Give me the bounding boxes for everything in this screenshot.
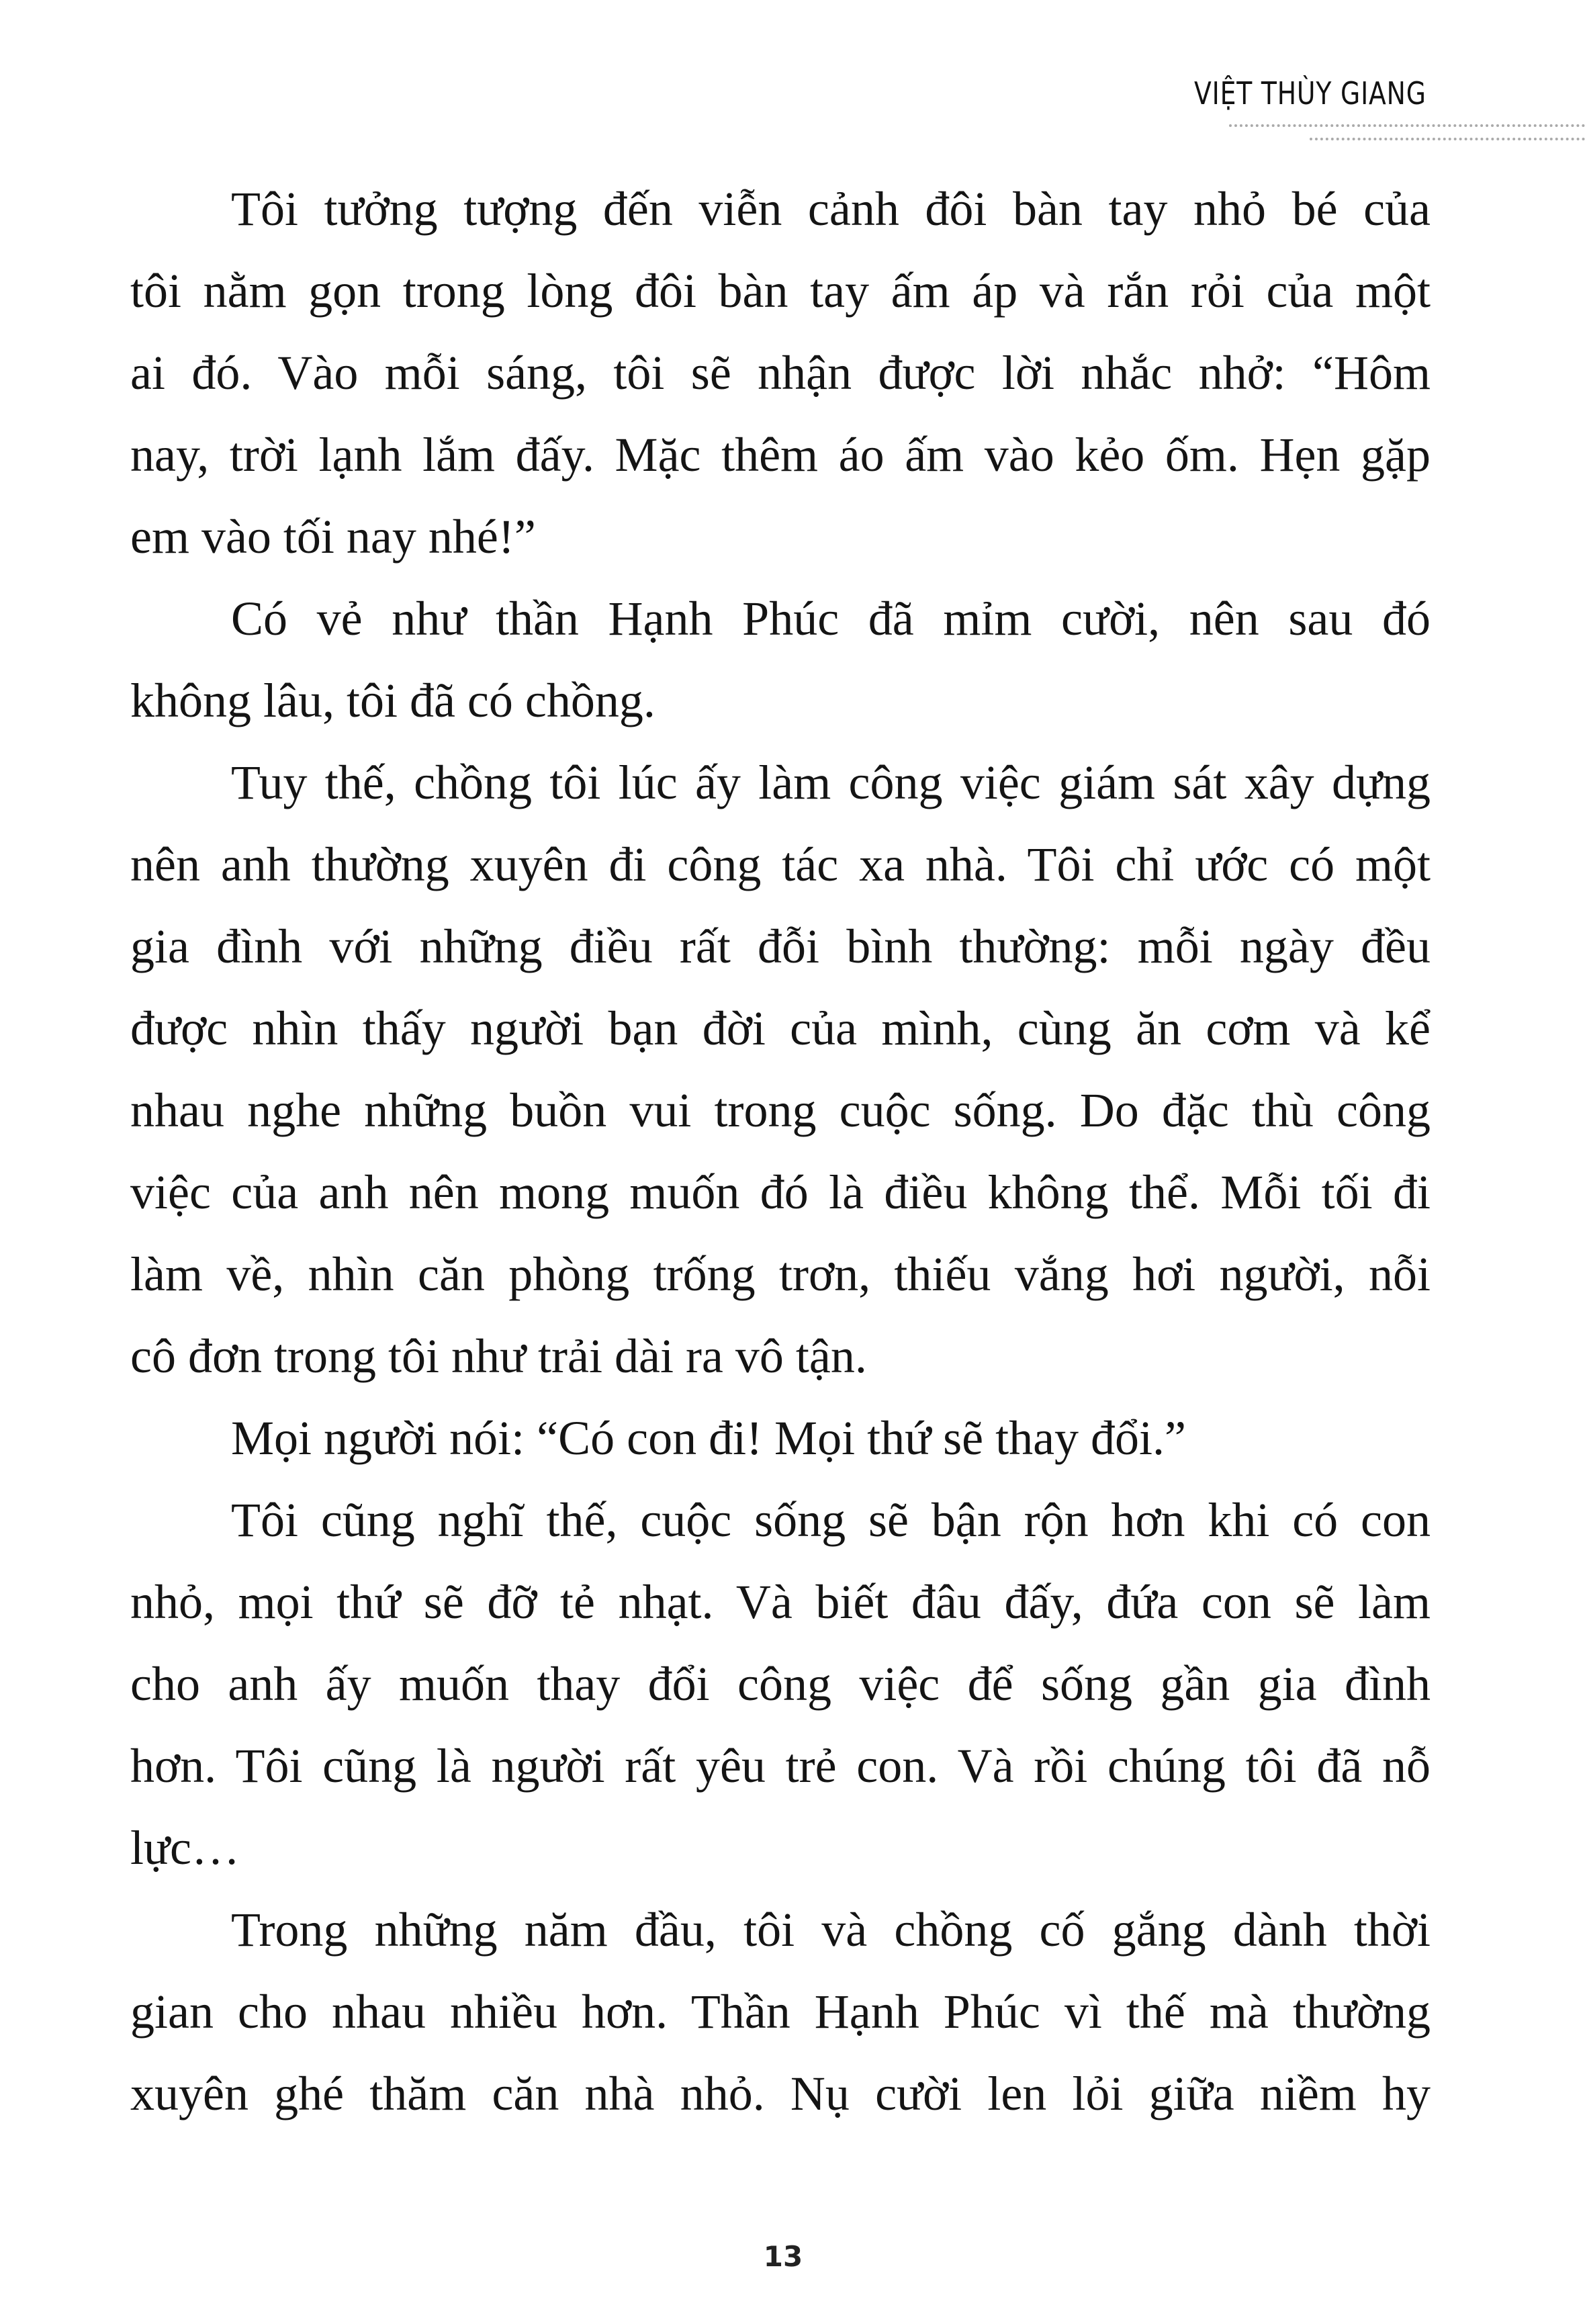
text-line: xuyên ghé thăm căn nhà nhỏ. Nụ cười len lỏi giữa niềm hy [130,2067,1431,2120]
header-decorative-dots [1229,124,1585,144]
running-header-author: VIỆT THÙY GIANG [1194,75,1426,111]
text-line: nhau nghe những buồn vui trong cuộc sống. Do đặc thù công [130,1083,1431,1137]
text-line: em vào tối nay nhé!” [130,510,536,564]
text-line: lực… [130,1821,240,1875]
paragraph [130,1479,1431,1889]
paragraph [130,742,1431,1397]
text-line: không lâu, tôi đã có chồng. [130,674,655,727]
text-line: Tuy thế, chồng tôi lúc ấy làm công việc giám sát xây dựng [231,756,1431,809]
text-line: tôi nằm gọn trong lòng đôi bàn tay ấm áp và rắn rỏi của một [130,264,1431,318]
paragraph [130,578,1431,742]
text-line: hơn. Tôi cũng là người rất yêu trẻ con. Và rồi chúng tôi đã nỗ [130,1739,1431,1793]
text-line: nên anh thường xuyên đi công tác xa nhà. Tôi chỉ ước có một [130,838,1431,891]
text-line: Tôi tưởng tượng đến viễn cảnh đôi bàn tay nhỏ bé của [231,182,1431,236]
text-line: làm về, nhìn căn phòng trống trơn, thiếu vắng hơi người, nỗi [130,1247,1431,1301]
text-line: gia đình với những điều rất đỗi bình thường: mỗi ngày đều [130,920,1431,973]
paragraph [130,1889,1431,2135]
text-line: Có vẻ như thần Hạnh Phúc đã mỉm cười, nên sau đó [231,592,1431,645]
text-line: cho anh ấy muốn thay đổi công việc để sống gần gia đình [130,1657,1431,1711]
page-number: 13 [763,2240,803,2273]
text-line: cô đơn trong tôi như trải dài ra vô tận. [130,1329,867,1383]
text-line: nhỏ, mọi thứ sẽ đỡ tẻ nhạt. Và biết đâu đấy, đứa con sẽ làm [130,1575,1431,1629]
text-line: ai đó. Vào mỗi sáng, tôi sẽ nhận được lời nhắc nhở: “Hôm [130,346,1431,400]
paragraph [130,1397,1431,1479]
text-line: việc của anh nên mong muốn đó là điều không thể. Mỗi tối đi [130,1165,1431,1219]
text-line: Tôi cũng nghĩ thế, cuộc sống sẽ bận rộn hơn khi có con [231,1493,1431,1547]
body-text [130,168,1431,2135]
text-line: gian cho nhau nhiều hơn. Thần Hạnh Phúc vì thế mà thường [130,1985,1431,2039]
paragraph [130,168,1431,578]
text-line: được nhìn thấy người bạn đời của mình, cùng ăn cơm và kể [130,1001,1431,1055]
text-line: nay, trời lạnh lắm đấy. Mặc thêm áo ấm vào kẻo ốm. Hẹn gặp [130,428,1431,482]
text-line: Mọi người nói: “Có con đi! Mọi thứ sẽ thay đổi.” [231,1411,1186,1465]
text-line: Trong những năm đầu, tôi và chồng cố gắng dành thời [231,1903,1431,1957]
